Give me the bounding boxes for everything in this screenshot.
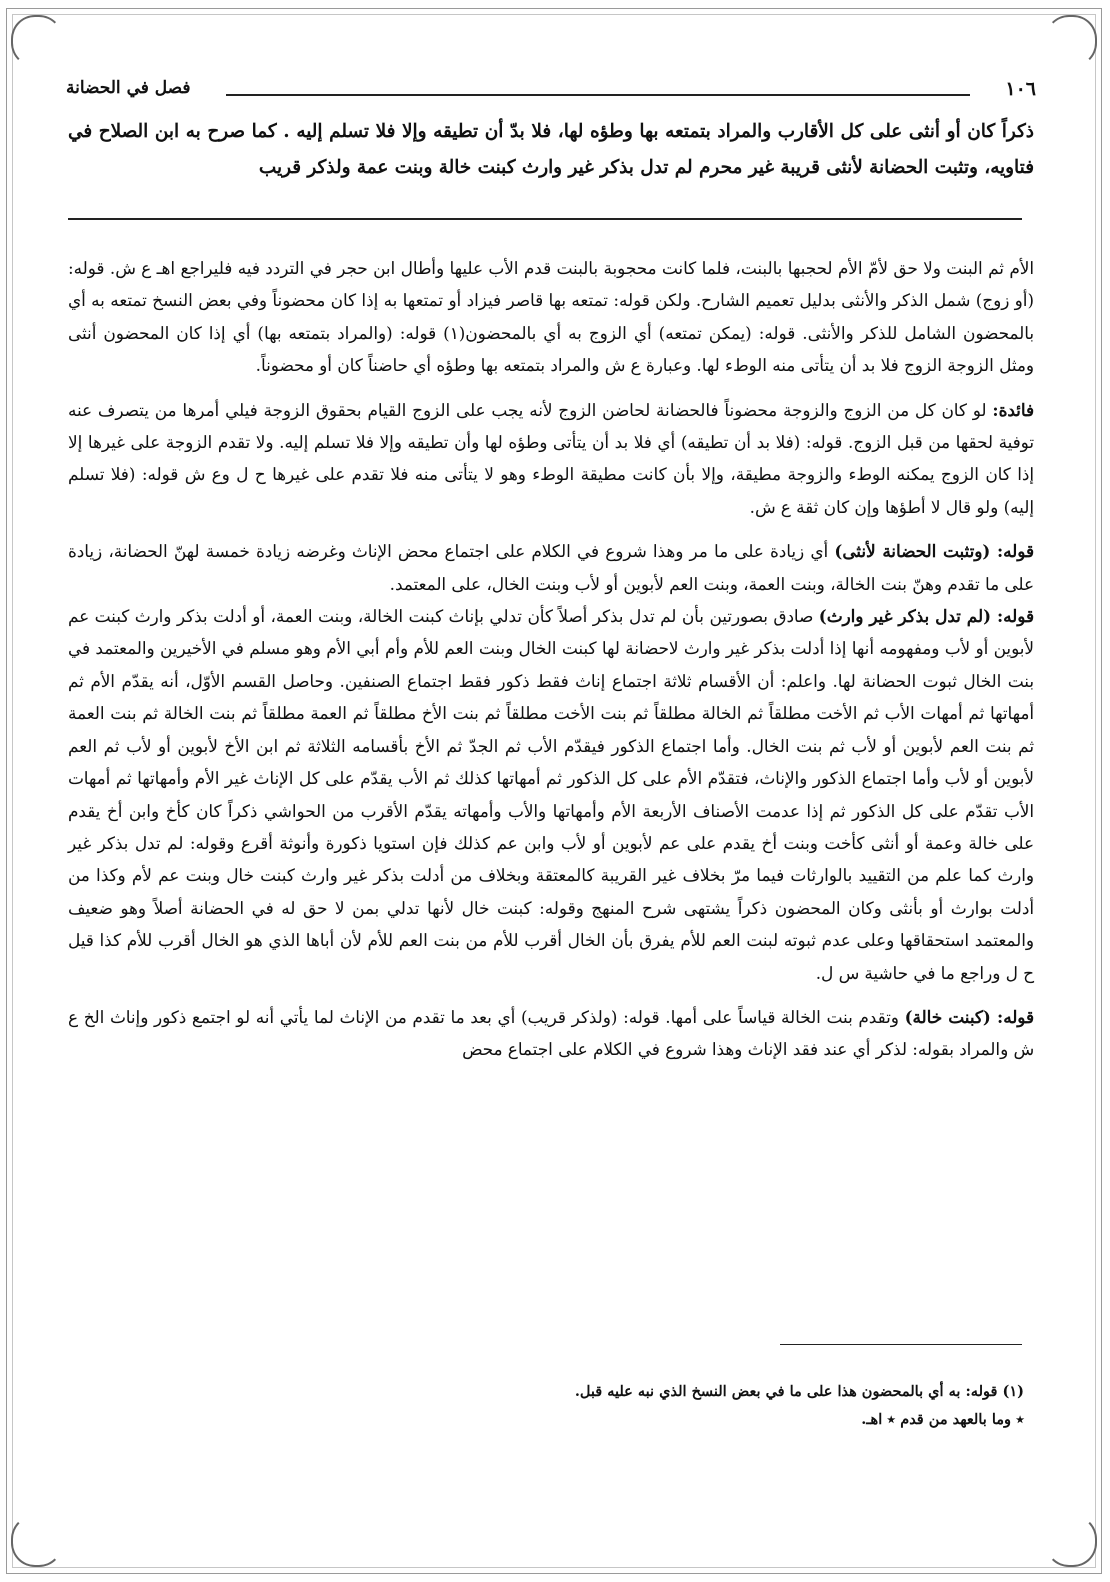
footnote-1: (١) قوله: به أي بالمحضون هذا على ما في بعض النسخ الذي نبه عليه قبل. <box>574 1383 1024 1400</box>
paragraph-text: لو كان كل من الزوج والزوجة محضوناً فالحضانة لحاضن الزوج لأنه يجب على الزوج القيام بحقوق الزوجة فيلي أمرها من يتصرف عنه توفية لحقها من قبل الزوج. قوله: (فلا بد أن تطيقه) أي فلا بد أن يتأتى وطؤه لها وأن تطيقه وإلا فلا تسلم إليه. ولا تقدم الزوجة على غيرها إلا إذا كان الزوج يمكنه الوطء والزوجة مطيقة، وإلا بأن كانت مطيقة الوطء وهو لا يتأتى منه فلا تقدم على غيرها ح ل وع ش قوله: (فلا تسلم إليه) ولو قال لا أطؤها وإن كان ثقة ع ش. <box>68 399 1034 517</box>
footnote-separator-rule <box>780 1344 1022 1345</box>
corner-ornament-bottom-left <box>11 1515 63 1567</box>
paragraph-text: الأم ثم البنت ولا حق لأمّ الأم لحجبها بالبنت، فلما كانت محجوبة بالبنت قدم الأب عليها وأطال ابن حجر في التردد فيه فليراجع اهـ ع ش. قوله: (أو زوج) شمل الذكر والأنثى بدليل تعميم الشارح. ولكن قوله: تمتعه بها قاصر فيزاد أو تمتعها به إذا كان محضوناً وفي بعض النسخ تمتعه به أي بالمحضون الشامل للذكر والأنثى. قوله: (يمكن تمتعه) أي الزوج به أي بالمحضون(١) قوله: (والمراد بتمتعه بها) أي إذا كان المحضون أنثى ومثل الزوجة الزوج فلا بد أن يتأتى منه الوطء لها. وعبارة ع ش والمراد بتمتعه بها وطؤه أي حاضناً كان أو محضوناً. <box>68 258 1034 376</box>
sharh-commentary <box>68 252 1034 1078</box>
page-header <box>66 78 1036 108</box>
paragraph-label: قوله: (وتثبت الحضانة لأنثى) <box>834 541 1034 562</box>
paragraph-text: وتقدم بنت الخالة قياساً على أمها. قوله: (ولذكر قريب) أي بعد ما تقدم من الإناث لما يأتي أنه لو اجتمع ذكور وإناث الخ ع ش والمراد بقوله: لذكر أي عند فقد الإناث وهذا شروع في الكلام على اجتماع محض <box>68 1006 1034 1060</box>
corner-ornament-bottom-right <box>1045 1515 1097 1567</box>
matn-text: ذكراً كان أو أنثى على كل الأقارب والمراد بتمتعه بها وطؤه لها، فلا بدّ أن تطيقه وإلا فلا تسلم إليه . كما صرح به ابن الصلاح في فتاويه، وتثبت الحضانة لأنثى قريبة غير محرم لم تدل بذكر غير وارث كبنت خالة وبنت عمة ولذكر قريب <box>68 121 1034 178</box>
footnote-verse: ٭ وما بالعهد من قدم ٭ اهـ. <box>861 1411 1024 1428</box>
paragraph-text: أي زيادة على ما مر وهذا شروع في الكلام على اجتماع محض الإناث وغرضه زيادة خمسة لهنّ الحضانة، زيادة على ما تقدم وهنّ بنت الخالة، وبنت العمة، وبنت العم لأبوين أو لأب وبنت الخال، على المعتمد. <box>68 541 1034 594</box>
footnotes <box>200 1378 1024 1434</box>
paragraph-label: قوله: (كبنت خالة) <box>904 1006 1034 1027</box>
matn-separator-rule <box>68 218 1022 220</box>
sharh-paragraph <box>68 394 1034 524</box>
page-number: ١٠٦ <box>1005 78 1036 100</box>
sharh-paragraph <box>68 535 1034 600</box>
paragraph-label: فائدة: <box>992 399 1034 420</box>
sharh-paragraph <box>68 252 1034 382</box>
sharh-paragraph <box>68 600 1034 989</box>
paragraph-label: قوله: (لم تدل بذكر غير وارث) <box>818 606 1034 627</box>
corner-ornament-top-right <box>1045 15 1097 67</box>
corner-ornament-top-left <box>11 15 63 67</box>
paragraph-text: صادق بصورتين بأن لم تدل بذكر أصلاً كأن تدلي بإناث كبنت الخالة، وبنت العمة، أو أدلت بذكر وارث كبنت عم لأبوين أو لأب ومفهومه أنها إذا أدلت بذكر غير وارث لاحضانة لها كبنت الخال وبنت العم للأم وأم أبي الأم وهو مسلم في الأخيرين والمعتمد في بنت الخال ثبوت الحضانة لها. واعلم: أن الأقسام ثلاثة اجتماع إناث فقط ذكور فقط اجتماع الصنفين. وحاصل القسم الأوّل، أنه يقدّم الأم ثم أمهاتها ثم أمهات الأب ثم الأخت مطلقاً ثم الخالة مطلقاً ثم بنت الأخت مطلقاً ثم بنت الأخ مطلقاً ثم العمة مطلقاً ثم بنت الخالة ثم بنت العمة ثم بنت العم لأبوين أو لأب ثم بنت الخال. وأما اجتماع الذكور فيقدّم الأب ثم الجدّ ثم الأخ بأقسامه الثلاثة ثم ابن الأخ لأبوين أو لأب ثم العم لأبوين أو لأب وأما اجتماع الذكور والإناث، فتقدّم الأم على كل الذكور ثم أمهاتها كذلك ثم الأب يقدّم على كل الإناث غير الأم وأمهاتها ثم أمهات الأب تقدّم على كل الذكور ثم إذا عدمت الأصناف الأربعة الأم وأمهاتها والأب وأمهاته يقدّم الأقرب من الحواشي ذكراً كان كأخ وابن أخ يقدم على خالة وعمة أو أنثى كأخت وبنت أخ يقدم على عم لأبوين أو لأب وابن عم كذلك فإن استويا ذكورة وأنوثة أقرع وقوله: لم تدل بذكر غير وارث كما علم من التقييد بالوارثات فيما مرّ بخلاف غير القريبة كالمعتقة وبخلاف من أدلت بذكر غير وارث كبنت خال وبنت عم لأم وكذا من أدلت بوارث أو بأنثى وكان المحضون ذكراً يشتهى شرح المنهج وقوله: كبنت خال لأنها تدلي بمن لا حق له في الحضانة أصلاً وهو ضعيف والمعتمد استحقاقها وعلى عدم ثبوته لبنت العم للأم يفرق بأن الخال أقرب للأم من بنت العم للأم لأن أباها الذي هو الخال أقرب للأم كذا قيل ح ل وراجع ما في حاشية س ل. <box>68 606 1034 983</box>
sharh-paragraph <box>68 1001 1034 1066</box>
running-title: فصل في الحضانة <box>66 78 191 98</box>
header-rule <box>226 94 970 96</box>
